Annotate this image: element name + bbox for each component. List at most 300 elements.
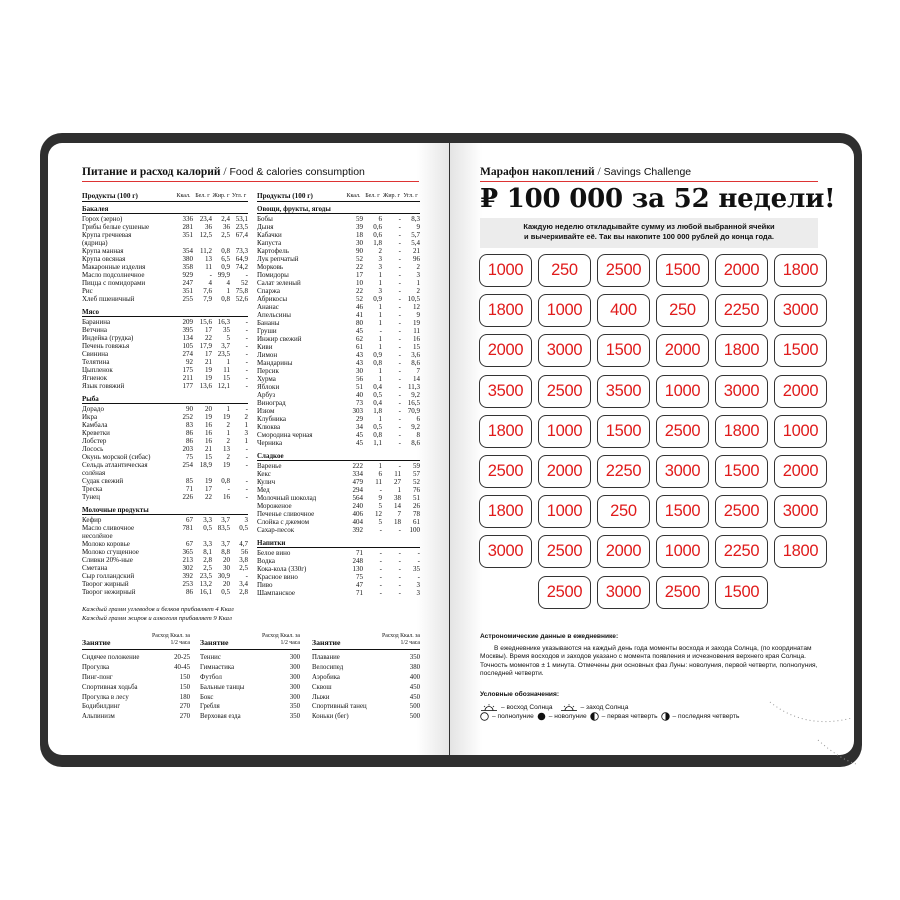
savings-cell[interactable]: 3000: [656, 455, 709, 488]
instruction-line-1: Каждую неделю откладывайте сумму из любой выбранной ячейки: [523, 222, 775, 231]
food-value: 21: [413, 247, 420, 255]
sunset-icon: [560, 703, 578, 712]
savings-cell[interactable]: 1000: [656, 375, 709, 408]
food-row: [257, 470, 420, 478]
food-row: [257, 279, 420, 287]
food-value: 90: [186, 405, 193, 413]
savings-cell[interactable]: 250: [538, 254, 591, 287]
activity-kcal: 350: [289, 713, 300, 721]
food-value: -: [398, 311, 401, 319]
savings-cell[interactable]: 1500: [656, 495, 709, 528]
food-value: 0,5: [203, 524, 212, 532]
food-row: [257, 223, 420, 231]
food-value: 3,7: [221, 540, 230, 548]
food-value: 86: [186, 429, 193, 437]
food-value: 47: [356, 581, 363, 589]
food-value: 302: [182, 564, 193, 572]
food-value: 213: [182, 556, 193, 564]
food-value: 30: [356, 239, 363, 247]
food-row: [257, 351, 420, 359]
food-value: 1: [416, 279, 420, 287]
food-value: 35: [413, 565, 420, 573]
food-value: 0,6: [373, 223, 382, 231]
food-value: 17: [205, 485, 212, 493]
food-value: 1: [397, 486, 401, 494]
savings-cell[interactable]: 2000: [715, 254, 768, 287]
food-value: 56: [356, 375, 363, 383]
food-row: [82, 461, 248, 477]
food-value: 0,8: [221, 477, 230, 485]
savings-cell[interactable]: 1000: [538, 294, 591, 327]
food-row: [82, 453, 248, 461]
food-value: 351: [182, 287, 193, 295]
food-value: 45: [356, 327, 363, 335]
savings-cell[interactable]: 2500: [656, 415, 709, 448]
food-value: 380: [182, 255, 193, 263]
food-row: [257, 287, 420, 295]
food-row: [257, 327, 420, 335]
savings-cell[interactable]: 1500: [656, 254, 709, 287]
activity-row: [82, 703, 190, 711]
food-value: 62: [356, 335, 363, 343]
food-value: 12: [413, 303, 420, 311]
food-value: -: [398, 327, 401, 335]
food-value: 134: [182, 334, 193, 342]
food-value: -: [398, 303, 401, 311]
food-group-title: Сладкое: [257, 452, 420, 461]
food-row: [82, 215, 248, 223]
food-row: [82, 271, 248, 279]
food-row: [257, 518, 420, 526]
food-value: 1: [244, 421, 248, 429]
activity-row: [312, 713, 420, 721]
food-value: 86: [186, 437, 193, 445]
food-value: -: [245, 358, 248, 366]
savings-cell[interactable]: 1500: [715, 576, 768, 609]
food-row: [257, 343, 420, 351]
food-value: 99,9: [217, 271, 230, 279]
food-name: Белое вино: [257, 549, 291, 557]
food-value: -: [398, 263, 401, 271]
food-column-1: [82, 192, 248, 601]
activity-kcal: 500: [409, 713, 420, 721]
food-value: 0,8: [373, 431, 382, 439]
food-value: 404: [352, 518, 363, 526]
food-name: Ветчина: [82, 326, 107, 334]
food-value: 2,5: [203, 564, 212, 572]
savings-cell[interactable]: 1800: [479, 495, 532, 528]
food-name: Пиво: [257, 581, 273, 589]
food-value: -: [398, 375, 401, 383]
activity-kcal: 500: [409, 703, 420, 711]
food-name: Горох (зерно): [82, 215, 123, 223]
food-value: 16: [223, 493, 230, 501]
food-value: 52,6: [235, 295, 248, 303]
food-row: [82, 421, 248, 429]
food-value: 2: [416, 287, 420, 295]
food-value: 74,2: [235, 263, 248, 271]
food-value: 38: [394, 494, 401, 502]
activity-row: [312, 654, 420, 662]
savings-cell[interactable]: 2500: [538, 375, 591, 408]
food-value: 1,8: [373, 239, 382, 247]
food-name: Лимон: [257, 351, 278, 359]
activity-name: Сидячее положение: [82, 654, 140, 661]
food-name: Сельдь атлантическая солёная: [82, 461, 148, 477]
food-name: Молочный шоколад: [257, 494, 317, 502]
food-name: Абрикосы: [257, 295, 288, 303]
food-value: 6,5: [221, 255, 230, 263]
food-value: 2,4: [221, 215, 230, 223]
food-row: [82, 350, 248, 358]
food-value: 177: [182, 382, 193, 390]
food-row: [257, 367, 420, 375]
food-name: Черника: [257, 439, 283, 447]
food-name: Рис: [82, 287, 93, 295]
food-name: Варенье: [257, 462, 282, 470]
food-value: 16,1: [199, 588, 212, 596]
food-value: 64,9: [235, 255, 248, 263]
food-value: 395: [182, 326, 193, 334]
astronomy-text: В ежедневнике указываются на каждый день года моменты восхода и захода Солнца, (по координатам Москвы). Время восходов и заходов указано с момента появления и исчезновения верхнего края Солнца. Точность моментов ± 1 минута. Отмечены дни основных фаз Луны: новолуния, первой четверти, полнолуния, последней четверти.: [480, 644, 818, 678]
food-row: [82, 588, 248, 596]
savings-cell[interactable]: 250: [597, 495, 650, 528]
savings-cell[interactable]: 2000: [597, 535, 650, 568]
food-value: 83,5: [217, 524, 230, 532]
food-value: -: [398, 589, 401, 597]
food-value: 10,5: [407, 295, 420, 303]
food-name: Ягненок: [82, 374, 108, 382]
savings-cell[interactable]: 400: [597, 294, 650, 327]
activity-row: [200, 654, 300, 662]
new-moon-icon: [537, 712, 546, 721]
food-value: 222: [352, 462, 363, 470]
activity-kcal: 350: [289, 703, 300, 711]
activity-kcal: 300: [289, 693, 300, 701]
savings-cell[interactable]: 1800: [715, 415, 768, 448]
food-value: 0,5: [239, 524, 248, 532]
food-value: 226: [182, 493, 193, 501]
food-value: 35: [223, 326, 230, 334]
savings-cell[interactable]: 1500: [774, 334, 827, 367]
food-value: -: [398, 231, 401, 239]
food-value: 2: [226, 453, 230, 461]
food-name: Творог нежирный: [82, 588, 136, 596]
food-name: Спаржа: [257, 287, 280, 295]
food-value: 392: [352, 526, 363, 534]
savings-cell[interactable]: 1500: [597, 334, 650, 367]
food-value: 0,8: [221, 247, 230, 255]
food-row: [257, 295, 420, 303]
food-value: 78: [413, 510, 420, 518]
activity-name: Бальные танцы: [200, 683, 245, 691]
savings-cell[interactable]: 2000: [656, 334, 709, 367]
food-value: -: [245, 326, 248, 334]
food-value: -: [398, 383, 401, 391]
food-value: 334: [352, 470, 363, 478]
food-value: 1: [378, 303, 382, 311]
food-value: 16: [413, 335, 420, 343]
food-row: [257, 589, 420, 597]
food-value: 1: [378, 335, 382, 343]
food-value: -: [398, 526, 401, 534]
savings-cell[interactable]: 2250: [715, 294, 768, 327]
food-value: 1: [378, 415, 382, 423]
food-row: [257, 255, 420, 263]
food-value: 22: [356, 263, 363, 271]
food-value: -: [398, 565, 401, 573]
activity-kcal: 380: [409, 663, 420, 671]
food-value: 16: [205, 421, 212, 429]
food-value: 16: [205, 437, 212, 445]
savings-cell[interactable]: 3000: [715, 375, 768, 408]
food-value: -: [398, 439, 401, 447]
food-row: [82, 524, 248, 540]
food-name: Салат зеленый: [257, 279, 301, 287]
full-moon-icon: [480, 712, 489, 721]
food-value: 15,6: [199, 318, 212, 326]
food-value: -: [398, 215, 401, 223]
food-value: 6: [378, 215, 382, 223]
savings-cell[interactable]: 2500: [597, 254, 650, 287]
food-value: 20: [223, 556, 230, 564]
food-value: -: [245, 572, 248, 580]
food-value: -: [398, 415, 401, 423]
activity-name: Бодибилдинг: [82, 703, 121, 711]
savings-cell[interactable]: 2000: [774, 375, 827, 408]
food-name: Творог жирный: [82, 580, 129, 588]
food-value: 23,5: [199, 572, 212, 580]
food-row: [257, 573, 420, 581]
food-value: 92: [186, 358, 193, 366]
savings-cell[interactable]: 2500: [479, 455, 532, 488]
food-value: 13,2: [199, 580, 212, 588]
food-value: -: [245, 382, 248, 390]
food-name: Бобы: [257, 215, 273, 223]
food-value: 16,3: [217, 318, 230, 326]
activity-name: Плавание: [312, 654, 340, 661]
activity-kcal: 450: [409, 693, 420, 701]
food-value: 22: [205, 334, 212, 342]
food-row: [82, 263, 248, 271]
food-name: Крупа овсяная: [82, 255, 126, 263]
activity-row: [82, 654, 190, 662]
food-name: Макаронные изделия: [82, 263, 146, 271]
activity-unit: Расход Ккал. за 1/2 часа: [382, 633, 420, 646]
food-value: 9,2: [411, 391, 420, 399]
food-value: 26: [413, 502, 420, 510]
food-value: 16: [205, 429, 212, 437]
food-value: 17: [356, 271, 363, 279]
food-name: Сметана: [82, 564, 108, 572]
food-value: 1: [226, 287, 230, 295]
savings-cell[interactable]: 2500: [538, 576, 591, 609]
food-value: 2,8: [203, 556, 212, 564]
activity-column-1: [82, 630, 190, 723]
food-row: [257, 319, 420, 327]
food-value: 57: [413, 470, 420, 478]
food-name: Индейка (грудка): [82, 334, 134, 342]
savings-cell[interactable]: 1000: [479, 254, 532, 287]
food-row: [257, 271, 420, 279]
savings-cell[interactable]: 1800: [715, 334, 768, 367]
food-value: -: [398, 407, 401, 415]
activity-row: [82, 713, 190, 721]
food-value: 2,5: [239, 564, 248, 572]
food-value: 27: [394, 478, 401, 486]
savings-cell[interactable]: 2250: [715, 535, 768, 568]
food-row: [257, 391, 420, 399]
food-value: -: [398, 573, 401, 581]
food-value: 0,6: [373, 231, 382, 239]
activity-kcal: 450: [409, 683, 420, 691]
savings-cell[interactable]: 1800: [479, 294, 532, 327]
food-name: Инжир свежий: [257, 335, 302, 343]
food-name: Хлеб пшеничный: [82, 295, 135, 303]
food-value: 358: [182, 263, 193, 271]
food-value: 71: [356, 549, 363, 557]
savings-cell[interactable]: 2250: [597, 455, 650, 488]
food-name: Крупа гречневая (ядрица): [82, 231, 132, 247]
food-value: 67: [186, 540, 193, 548]
food-value: 18,9: [199, 461, 212, 469]
food-group-title: Напитки: [257, 539, 420, 548]
savings-cell[interactable]: 3000: [538, 334, 591, 367]
food-value: -: [398, 351, 401, 359]
activity-row: [82, 694, 190, 702]
savings-cell[interactable]: 1500: [597, 415, 650, 448]
food-value: 36: [223, 223, 230, 231]
savings-cell[interactable]: 2500: [656, 576, 709, 609]
food-value: 2: [226, 437, 230, 445]
food-value: 3,7: [221, 342, 230, 350]
food-value: 3,3: [203, 540, 212, 548]
savings-cell[interactable]: 1000: [538, 415, 591, 448]
activity-unit: Расход Ккал. за 1/2 часа: [262, 633, 300, 646]
last-quarter-icon: [661, 712, 670, 721]
food-row: [82, 255, 248, 263]
savings-cell[interactable]: 3500: [597, 375, 650, 408]
activity-kcal: 400: [409, 673, 420, 681]
savings-cell[interactable]: 2000: [538, 455, 591, 488]
food-value: 43: [356, 351, 363, 359]
food-row: [82, 493, 248, 501]
food-value: 71: [186, 485, 193, 493]
savings-cell[interactable]: 1800: [479, 415, 532, 448]
savings-cell[interactable]: 2000: [774, 455, 827, 488]
food-name: Мандарины: [257, 359, 293, 367]
food-name: Грибы белые сушеные: [82, 223, 150, 231]
food-group: [82, 205, 248, 303]
activity-name: Футбол: [200, 673, 222, 681]
food-name: Бананы: [257, 319, 280, 327]
food-value: 5: [378, 518, 382, 526]
food-value: -: [398, 549, 401, 557]
savings-cell[interactable]: 1800: [774, 535, 827, 568]
legend-sunrise-label: – восход Солнца: [501, 704, 553, 711]
savings-cell[interactable]: 1500: [715, 455, 768, 488]
savings-cell[interactable]: 1800: [774, 254, 827, 287]
food-group-title: Бакалея: [82, 205, 248, 214]
activity-unit: Расход Ккал. за 1/2 часа: [152, 633, 190, 646]
food-name: Масло сливочное несолёное: [82, 524, 135, 540]
savings-cell[interactable]: 3000: [597, 576, 650, 609]
food-value: 365: [182, 548, 193, 556]
food-value: -: [417, 557, 420, 565]
food-row: [82, 326, 248, 334]
activity-kcal: 300: [289, 683, 300, 691]
food-value: 80: [356, 319, 363, 327]
food-name: Лобстер: [82, 437, 107, 445]
food-name: Киви: [257, 343, 273, 351]
food-value: 43: [356, 359, 363, 367]
food-value: 11: [413, 327, 420, 335]
food-value: 1: [378, 279, 382, 287]
food-value: 1: [378, 271, 382, 279]
food-value: 30: [356, 367, 363, 375]
food-value: 351: [182, 231, 193, 239]
savings-cell[interactable]: 3500: [479, 375, 532, 408]
food-value: 130: [352, 565, 363, 573]
food-name: Печень говяжья: [82, 342, 130, 350]
savings-cell[interactable]: 3000: [774, 495, 827, 528]
activity-name: Прогулка в лесу: [82, 693, 129, 701]
activity-row: [200, 674, 300, 682]
food-name: Сыр голландский: [82, 572, 135, 580]
food-row: [82, 382, 248, 390]
food-name: Клюква: [257, 423, 281, 431]
food-name: Сахар-песок: [257, 526, 295, 534]
food-row: [82, 366, 248, 374]
food-value: -: [245, 374, 248, 382]
food-row: [257, 423, 420, 431]
savings-cell[interactable]: 2500: [538, 535, 591, 568]
savings-cell[interactable]: 1000: [774, 415, 827, 448]
food-value: 14: [413, 375, 420, 383]
food-value: 1,8: [373, 407, 382, 415]
savings-cell[interactable]: 1000: [656, 535, 709, 568]
activity-name: Аэробика: [312, 673, 340, 681]
food-value: -: [398, 581, 401, 589]
savings-cell[interactable]: 1000: [538, 495, 591, 528]
food-name: Язык говяжий: [82, 382, 125, 390]
food-value: 1: [378, 462, 382, 470]
food-value: 5,4: [411, 239, 420, 247]
food-value: 3,4: [239, 580, 248, 588]
savings-cell[interactable]: 250: [656, 294, 709, 327]
savings-cell[interactable]: 3000: [774, 294, 827, 327]
food-value: 46: [356, 303, 363, 311]
food-group-title: Мясо: [82, 308, 248, 317]
food-row: [82, 540, 248, 548]
food-name: Пицца с помидорами: [82, 279, 146, 287]
food-name: Водка: [257, 557, 275, 565]
activity-name: Сквош: [312, 683, 332, 691]
food-value: 354: [182, 247, 193, 255]
instruction-line-2: и вычеркивайте её. Так вы накопите 100 000 рублей до конца года.: [524, 232, 774, 241]
savings-cell[interactable]: 2000: [479, 334, 532, 367]
savings-cell[interactable]: 2500: [715, 495, 768, 528]
food-value: -: [379, 565, 382, 573]
activity-kcal: 300: [289, 663, 300, 671]
food-value: 0,4: [373, 399, 382, 407]
activity-name: Спортивная ходьба: [82, 683, 138, 691]
food-value: -: [398, 423, 401, 431]
food-name: Крупа манная: [82, 247, 124, 255]
savings-cell[interactable]: 3000: [479, 535, 532, 568]
food-value: 23,4: [199, 215, 212, 223]
food-name: Кабачки: [257, 231, 282, 239]
